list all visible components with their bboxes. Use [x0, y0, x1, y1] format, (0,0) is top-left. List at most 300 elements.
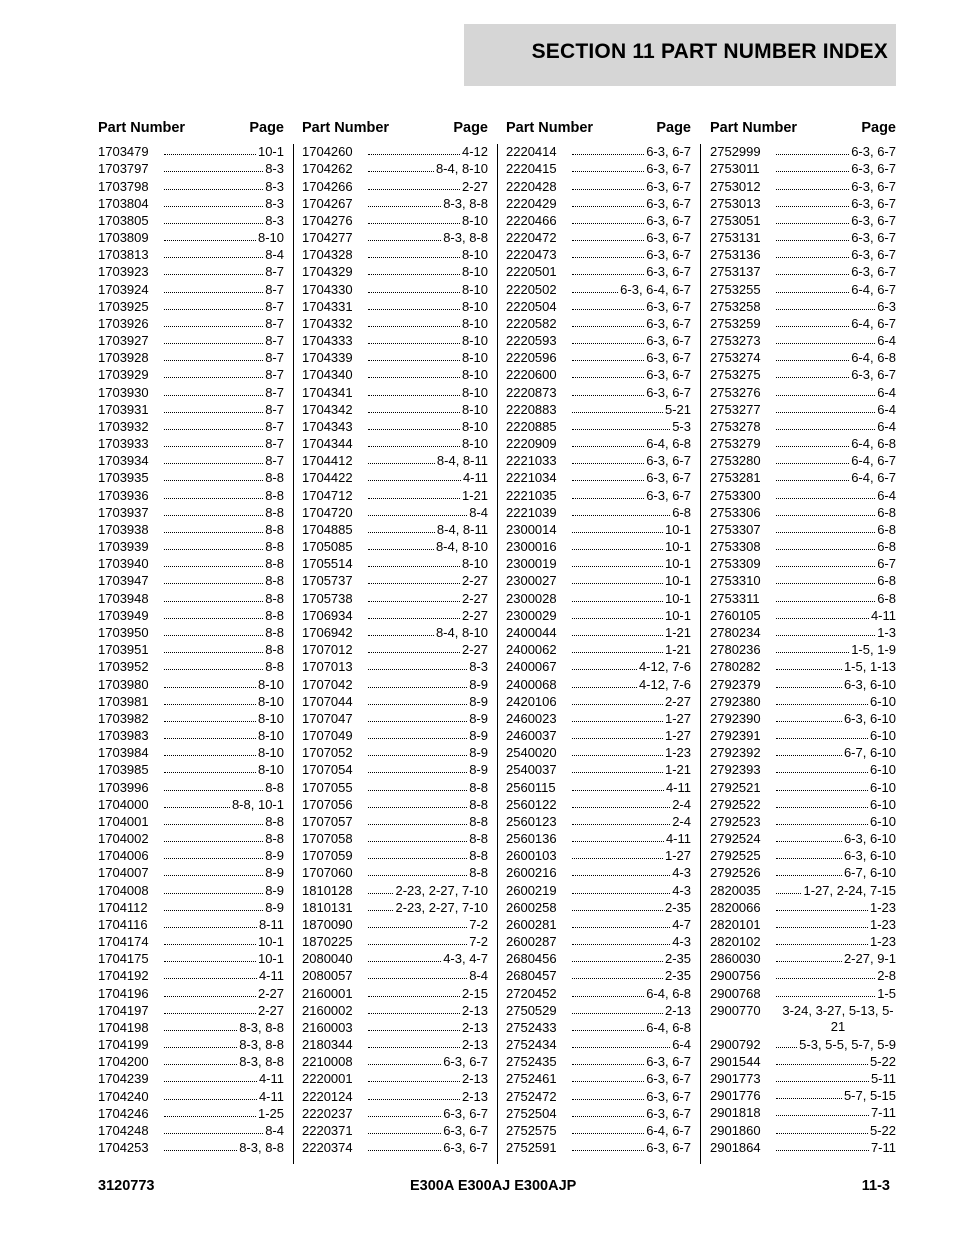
dot-leader [368, 446, 460, 447]
dot-leader [572, 515, 670, 516]
index-row [302, 657, 488, 674]
part-number: 2753012 [710, 178, 761, 194]
index-row [98, 468, 284, 485]
index-row [710, 829, 896, 846]
page-reference: 6-3, 6-7 [443, 1105, 488, 1121]
index-row [302, 1086, 488, 1103]
dot-leader [776, 566, 875, 567]
dot-leader [776, 395, 875, 396]
page-reference: 2-23, 2-27, 7-10 [395, 882, 488, 898]
part-number: 2752591 [506, 1140, 557, 1156]
index-row [506, 588, 691, 605]
part-number: 1703983 [98, 728, 149, 744]
page-reference: 8-10 [461, 418, 488, 434]
page-reference: 8-8 [265, 470, 284, 486]
index-row [506, 554, 691, 571]
dot-leader [368, 1150, 441, 1151]
part-number: 2220429 [506, 195, 557, 211]
dot-leader [164, 601, 263, 602]
page-reference: 8-3 [265, 212, 284, 228]
part-number: 1703926 [98, 315, 149, 331]
page-reference: 6-3, 6-7 [646, 1088, 691, 1104]
dot-leader [776, 1047, 797, 1048]
index-row [506, 520, 691, 537]
dot-leader [776, 360, 849, 361]
part-number: 1707047 [302, 710, 353, 726]
dot-leader [572, 893, 670, 894]
part-number: 2221039 [506, 504, 557, 520]
index-column-3 [506, 118, 691, 1155]
index-row [302, 279, 488, 296]
page-reference: 6-10 [869, 779, 896, 795]
dot-leader [572, 841, 664, 842]
index-row [302, 365, 488, 382]
index-row [98, 1052, 284, 1069]
page-reference: 6-3, 6-7 [851, 230, 896, 246]
part-number: 2220473 [506, 247, 557, 263]
dot-leader [164, 755, 256, 756]
dot-leader [164, 274, 263, 275]
index-row [302, 1069, 488, 1086]
page-reference: 5-22 [869, 1053, 896, 1069]
index-row [710, 434, 896, 451]
index-row [98, 777, 284, 794]
dot-leader [164, 738, 256, 739]
page-reference: 10-1 [664, 556, 691, 572]
part-number: 2901864 [710, 1139, 761, 1155]
page-reference: 8-8 [265, 539, 284, 555]
page-reference: 8-10 [461, 401, 488, 417]
index-row [506, 983, 691, 1000]
part-number: 2753136 [710, 247, 761, 263]
dot-leader [776, 893, 801, 894]
part-number: 2753258 [710, 298, 761, 314]
dot-leader [572, 549, 663, 550]
part-number: 2792390 [710, 710, 761, 726]
index-row [98, 588, 284, 605]
page-reference: 8-4, 8-10 [435, 539, 488, 555]
part-number: 2752435 [506, 1054, 557, 1070]
part-number: 1704008 [98, 882, 149, 898]
page-reference: 6-8 [672, 504, 691, 520]
part-number: 1707012 [302, 642, 353, 658]
dot-leader [164, 206, 263, 207]
page-reference: 8-8 [265, 521, 284, 537]
dot-leader [368, 532, 435, 533]
index-row [302, 932, 488, 949]
dot-leader [776, 1098, 842, 1099]
part-number: 2600103 [506, 848, 557, 864]
index-column-4 [710, 118, 896, 1155]
index-row [710, 812, 896, 829]
dot-leader [368, 309, 460, 310]
dot-leader [572, 566, 663, 567]
index-row [98, 159, 284, 176]
dot-leader [572, 1133, 644, 1134]
page-reference: 6-3, 6-7 [851, 367, 896, 383]
part-number: 2753280 [710, 453, 761, 469]
index-row [710, 279, 896, 296]
index-row [506, 623, 691, 640]
part-number: 2753281 [710, 470, 761, 486]
index-row [98, 434, 284, 451]
part-number: 1704412 [302, 453, 353, 469]
column-header [98, 118, 284, 142]
page-reference: 8-10 [461, 212, 488, 228]
part-number: 1704175 [98, 951, 149, 967]
index-row [98, 674, 284, 691]
page-reference: 6-4, 6-8 [646, 436, 691, 452]
index-row [98, 657, 284, 674]
part-number: 2753279 [710, 436, 761, 452]
dot-leader [776, 807, 868, 808]
dot-leader [164, 583, 263, 584]
index-row [302, 606, 488, 623]
part-number: 2753051 [710, 212, 761, 228]
part-number: 1810128 [302, 882, 353, 898]
page-reference: 2-27, 9-1 [843, 951, 896, 967]
part-number: 2300016 [506, 539, 557, 555]
dot-leader [776, 343, 875, 344]
page-reference: 6-7, 6-10 [843, 865, 896, 881]
page-reference: 1-23 [869, 916, 896, 932]
part-number: 1705085 [302, 539, 353, 555]
part-number: 2220502 [506, 281, 557, 297]
part-number: 1703925 [98, 298, 149, 314]
dot-leader [572, 240, 644, 241]
index-row [710, 211, 896, 228]
dot-leader [164, 257, 263, 258]
part-number: 1703937 [98, 504, 149, 520]
part-number: 1704329 [302, 264, 353, 280]
part-number: 2560136 [506, 831, 557, 847]
page-reference: 6-3, 6-7 [851, 212, 896, 228]
dot-leader [164, 721, 256, 722]
part-number: 1707056 [302, 796, 353, 812]
page-reference: 8-8 [469, 796, 488, 812]
page-reference: 1-21 [664, 624, 691, 640]
part-number: 1704253 [98, 1140, 149, 1156]
index-row [506, 314, 691, 331]
page-reference: 6-3, 6-7 [851, 161, 896, 177]
index-row [506, 657, 691, 674]
index-row [302, 468, 488, 485]
part-number: 2220415 [506, 161, 557, 177]
dot-leader [368, 1133, 441, 1134]
page-reference: 5-22 [869, 1122, 896, 1138]
index-row [506, 1035, 691, 1052]
dot-leader [776, 910, 868, 911]
dot-leader [572, 875, 670, 876]
part-number: 1704112 [98, 899, 148, 915]
page-reference: 5-3 [672, 418, 691, 434]
index-row [302, 863, 488, 880]
index-row [302, 777, 488, 794]
index-row [98, 400, 284, 417]
page-reference: 6-3, 6-7 [851, 264, 896, 280]
dot-leader [368, 1099, 460, 1100]
dot-leader [572, 154, 644, 155]
part-number: 1703809 [98, 230, 149, 246]
page-reference: 8-4, 8-11 [436, 521, 488, 537]
part-number: 1704000 [98, 796, 149, 812]
page-reference: 8-3, 8-8 [239, 1019, 284, 1035]
part-number: 2420106 [506, 693, 557, 709]
dot-leader [368, 824, 467, 825]
index-row [506, 159, 691, 176]
page-reference: 4-11 [665, 779, 691, 795]
dot-leader [164, 1099, 257, 1100]
part-number: 2400062 [506, 642, 557, 658]
page-reference: 4-12, 7-6 [638, 659, 691, 675]
index-row [302, 400, 488, 417]
page-reference: 8-8 [265, 607, 284, 623]
page-reference: 6-3 [877, 298, 896, 314]
index-row [506, 726, 691, 743]
dot-leader [368, 463, 435, 464]
dot-leader [164, 429, 263, 430]
page-reference: 3-24, 3-27, 5-13, 5-21 [782, 1002, 894, 1034]
dot-leader [776, 669, 842, 670]
part-number: 2820101 [710, 916, 761, 932]
index-row [98, 417, 284, 434]
page-reference: 8-10 [461, 264, 488, 280]
index-row [506, 1121, 691, 1138]
dot-leader [572, 601, 663, 602]
page-reference: 8-9 [469, 710, 488, 726]
index-row [98, 829, 284, 846]
index-row [98, 1018, 284, 1035]
page-reference: 8-11 [258, 916, 284, 932]
index-row [710, 880, 896, 897]
part-number: 2220414 [506, 144, 557, 160]
part-number: 2792524 [710, 831, 761, 847]
page-reference: 4-3 [672, 934, 691, 950]
part-number: 2220909 [506, 436, 557, 452]
dot-leader [164, 189, 263, 190]
index-row [98, 880, 284, 897]
dot-leader [776, 549, 875, 550]
part-number: 2540020 [506, 745, 557, 761]
part-number: 2901773 [710, 1071, 761, 1087]
dot-leader [776, 480, 849, 481]
page-reference: 5-7, 5-15 [843, 1088, 896, 1104]
page-reference: 6-4 [877, 401, 896, 417]
part-number: 2753011 [710, 161, 760, 177]
part-number: 2180344 [302, 1037, 353, 1053]
index-row [710, 846, 896, 863]
page-reference: 6-3, 6-7 [646, 367, 691, 383]
dot-leader [572, 292, 618, 293]
part-number: 2600287 [506, 934, 557, 950]
dot-leader [776, 996, 875, 997]
dot-leader [368, 601, 460, 602]
part-number: 2220883 [506, 401, 557, 417]
part-number: 1703928 [98, 350, 149, 366]
dot-leader [776, 738, 868, 739]
page-reference: 8-10 [257, 710, 284, 726]
index-column-2 [302, 118, 488, 1155]
page-reference: 6-8 [877, 590, 896, 606]
dot-leader [776, 583, 875, 584]
dot-leader [368, 377, 460, 378]
page-reference: 8-9 [469, 745, 488, 761]
dot-leader [368, 1064, 441, 1065]
page-reference: 6-3, 6-7 [646, 487, 691, 503]
part-number: 1704712 [302, 487, 353, 503]
page-reference: 8-8, 10-1 [231, 796, 284, 812]
part-number: 2753259 [710, 315, 761, 331]
dot-leader [572, 446, 644, 447]
part-number: 1704116 [98, 916, 148, 932]
part-number: 2753311 [710, 590, 760, 606]
dot-leader [368, 498, 460, 499]
dot-leader [776, 790, 868, 791]
page-reference: 6-3, 6-7 [646, 178, 691, 194]
index-row [506, 245, 691, 262]
dot-leader [572, 171, 644, 172]
page-reference: 6-3, 6-7 [646, 298, 691, 314]
page-reference: 8-7 [265, 384, 284, 400]
page-reference: 8-8 [265, 624, 284, 640]
part-number: 1704260 [302, 144, 353, 160]
dot-leader [164, 1013, 256, 1014]
page-reference: 6-4 [672, 1037, 691, 1053]
column-divider [700, 144, 701, 1164]
page-reference: 1-3 [877, 624, 896, 640]
index-row [506, 829, 691, 846]
part-number: 2752999 [710, 144, 761, 160]
dot-leader [776, 618, 869, 619]
page-reference: 8-8 [265, 590, 284, 606]
index-row [506, 1104, 691, 1121]
part-number: 2460023 [506, 710, 557, 726]
page-reference: 8-10 [461, 333, 488, 349]
dot-leader [776, 154, 849, 155]
page-reference: 6-3, 6-7 [646, 384, 691, 400]
index-row [710, 709, 896, 726]
index-row [302, 159, 488, 176]
index-row [506, 400, 691, 417]
part-number: 2560115 [506, 779, 556, 795]
page-reference: 6-3, 6-7 [646, 230, 691, 246]
dot-leader [164, 893, 263, 894]
part-number: 1707057 [302, 813, 353, 829]
page-reference: 6-3, 6-7 [646, 453, 691, 469]
index-row [710, 468, 896, 485]
part-number: 2400044 [506, 624, 557, 640]
dot-leader [572, 206, 644, 207]
dot-leader [164, 996, 256, 997]
dot-leader [572, 1099, 644, 1100]
index-row [506, 640, 691, 657]
dot-leader [776, 1064, 868, 1065]
part-number-header: Part Number [98, 120, 186, 136]
part-number: 1704344 [302, 436, 353, 452]
dot-leader [776, 978, 875, 979]
index-row [506, 760, 691, 777]
part-number: 2300027 [506, 573, 557, 589]
dot-leader [572, 635, 663, 636]
dot-leader [164, 480, 263, 481]
dot-leader [164, 1047, 237, 1048]
part-number: 2753310 [710, 573, 761, 589]
part-number: 1704007 [98, 865, 149, 881]
index-row [98, 262, 284, 279]
part-number: 1704720 [302, 504, 353, 520]
part-number: 2220001 [302, 1071, 353, 1087]
page-reference: 10-1 [664, 521, 691, 537]
index-row [98, 1069, 284, 1086]
index-row [710, 674, 896, 691]
page-header: Page [453, 120, 488, 136]
part-number: 2220472 [506, 230, 557, 246]
dot-leader [164, 515, 263, 516]
part-number: 2300029 [506, 607, 557, 623]
page-reference: 4-3 [672, 882, 691, 898]
page-reference: 8-8 [469, 779, 488, 795]
index-row [98, 863, 284, 880]
index-row [98, 245, 284, 262]
dot-leader [572, 652, 663, 653]
page-reference: 6-3, 6-7 [646, 247, 691, 263]
dot-leader [164, 961, 256, 962]
part-number: 2220466 [506, 212, 557, 228]
part-number: 2780236 [710, 642, 761, 658]
index-row [710, 400, 896, 417]
part-number: 1704328 [302, 247, 353, 263]
dot-leader [572, 704, 663, 705]
index-row [506, 382, 691, 399]
dot-leader [368, 343, 460, 344]
index-row [710, 520, 896, 537]
index-row [98, 1086, 284, 1103]
page-reference: 6-4 [877, 487, 896, 503]
page-reference: 8-3, 8-8 [443, 195, 488, 211]
index-row [302, 451, 488, 468]
page-reference: 6-3, 6-4, 6-7 [620, 281, 691, 297]
part-number: 1870225 [302, 934, 353, 950]
index-row [98, 485, 284, 502]
dot-leader [572, 189, 644, 190]
page-header: Page [861, 120, 896, 136]
page-reference: 8-8 [265, 813, 284, 829]
page-reference: 8-9 [469, 728, 488, 744]
part-number: 2540037 [506, 762, 557, 778]
index-row [302, 983, 488, 1000]
dot-leader [572, 1013, 663, 1014]
page-reference: 8-10 [461, 315, 488, 331]
dot-leader [368, 893, 393, 894]
index-row [98, 503, 284, 520]
part-number: 2720452 [506, 985, 557, 1001]
index-row [710, 777, 896, 794]
part-number: 1703798 [98, 178, 149, 194]
part-number: 2300014 [506, 521, 557, 537]
page-reference: 6-3, 6-7 [646, 161, 691, 177]
part-number: 1704342 [302, 401, 353, 417]
index-row [710, 194, 896, 211]
index-row [98, 932, 284, 949]
index-row [506, 1138, 691, 1155]
dot-leader [164, 532, 263, 533]
part-number: 1703981 [98, 693, 149, 709]
page-reference: 8-4 [265, 1122, 284, 1138]
dot-leader [572, 480, 644, 481]
index-row [506, 1086, 691, 1103]
index-row [710, 262, 896, 279]
page-reference: 8-9 [469, 693, 488, 709]
